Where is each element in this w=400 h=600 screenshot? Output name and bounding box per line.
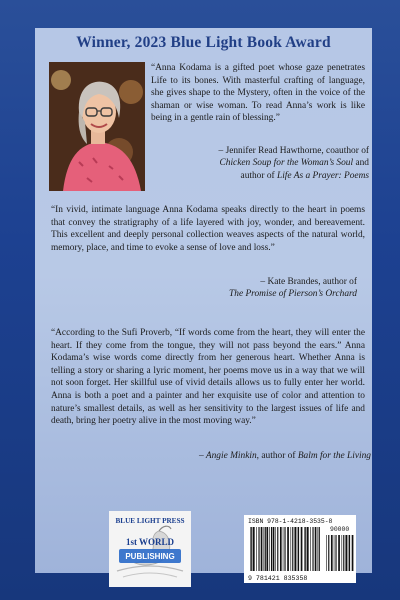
- publisher-line-3: PUBLISHING: [125, 552, 175, 561]
- barcode-bar: [250, 527, 251, 571]
- review-quote-2: “In vivid, intimate language Anna Kodama speaks directly to the heart in poems that convey the stratigraphy of a life layered with joy, wonder, and bereavement. This excellent and deeply personal collection weaves aspects of the natural world, memory, place, and time to evoke a sense of love and loss.”: [51, 205, 365, 253]
- barcode-bar: [258, 527, 259, 571]
- barcode-bar: [328, 535, 329, 571]
- isbn-label: ISBN 978-1-4218-3535-8: [248, 518, 333, 525]
- barcode-bar: [275, 527, 276, 571]
- barcode-bar: [334, 535, 335, 571]
- attribution-3-name: – Angie Minkin: [199, 451, 257, 461]
- barcode-graphic: [244, 515, 356, 583]
- attribution-2-book: The Promise of Pierson’s Orchard: [229, 289, 357, 300]
- barcode-bar: [284, 527, 285, 571]
- barcode-bar: [342, 535, 343, 571]
- barcode-bar: [294, 527, 296, 571]
- barcode-bar: [319, 527, 320, 571]
- attribution-1-books: [147, 157, 369, 169]
- author-photo: [49, 62, 145, 191]
- barcode-bar: [349, 535, 350, 571]
- barcode-bar: [291, 527, 292, 571]
- attribution-1-author-of: author of: [240, 170, 277, 181]
- price-code-label: 90000: [330, 526, 350, 533]
- barcode-bar: [264, 527, 265, 571]
- barcode-bar: [280, 527, 282, 571]
- barcode-bar: [305, 527, 306, 571]
- barcode-bar: [266, 527, 268, 571]
- barcode-bar: [335, 535, 336, 571]
- barcode-bar: [343, 535, 344, 571]
- barcode-bar: [345, 535, 347, 571]
- author-photo-illustration: [49, 62, 145, 191]
- attribution-1-book-2: Life As a Prayer: Poems: [276, 170, 369, 181]
- attribution-1-line: – Jennifer Read Hawthorne, coauthor of: [218, 146, 369, 156]
- content-panel: [35, 28, 372, 582]
- barcode-bar: [251, 527, 252, 571]
- review-quote-3: “According to the Sufi Proverb, “If words come from the heart, they will enter the heart. If they come from the tongue, they will not pass beyond the ears.” Anna Kodama’s wise words come directly from her generous heart. Whether Anna is telling a story or sharing a lyric moment, her poems move us in a way that we will not soon forget. Her skillful use of vivid details allows us to fully enter her world. Anna is both a poet and a painter and her exquisite use of color and attention to nature’s smallest details, as well as her sensitivity to the largest issues of life and death, bring her poetry alive in the most moving way.”: [51, 328, 365, 427]
- barcode-bar: [292, 527, 293, 571]
- barcode-bar: [348, 535, 349, 571]
- barcode-bar: [297, 527, 298, 571]
- barcode-bar: [312, 527, 313, 571]
- barcode-bar: [269, 527, 270, 571]
- review-attribution-3: [95, 450, 371, 462]
- attribution-1-book-1: Chicken Soup for the Woman’s Soul: [219, 158, 354, 169]
- barcode-bar: [271, 527, 272, 571]
- barcode-bar: [298, 527, 299, 571]
- attribution-3-book: Balm for the Living: [297, 451, 371, 461]
- publisher-line-1: BLUE LIGHT PRESS: [115, 517, 185, 525]
- barcode-bar: [261, 527, 263, 571]
- review-attribution-2: [135, 276, 357, 301]
- barcode-bar: [265, 527, 266, 571]
- barcode-bar: [304, 527, 305, 571]
- barcode-bar: [283, 527, 284, 571]
- attribution-2-line: – Kate Brandes, author of: [260, 277, 357, 287]
- publisher-logo: [109, 511, 191, 587]
- barcode-bar: [287, 527, 289, 571]
- barcode-bar: [318, 527, 319, 571]
- barcode-bar: [253, 527, 255, 571]
- review-attribution-1: [147, 145, 369, 182]
- barcode-bar: [277, 527, 278, 571]
- barcode-bar: [331, 535, 333, 571]
- barcode-bar: [315, 527, 317, 571]
- barcode-bar: [307, 527, 309, 571]
- publisher-line-2: 1st WORLD: [125, 537, 175, 547]
- barcode-bar: [256, 527, 257, 571]
- review-quote-1: “Anna Kodama is a gifted poet whose gaze penetrates Life to its bones. With masterful crafting of language, she gives shape to the Mystery, often in the voice of the shaman or wise woman. To read Anna’s work is like being in a gentle rain of blessing.”: [151, 63, 365, 124]
- barcode-digits: 9 781421 835358: [248, 575, 308, 582]
- barcode-bar: [301, 527, 303, 571]
- publisher-logo-art: [109, 511, 191, 587]
- attribution-1-and: and: [353, 158, 369, 169]
- attribution-3-mid: , author of: [256, 451, 298, 461]
- barcode-bar: [310, 527, 311, 571]
- barcode-bar: [352, 535, 354, 571]
- barcode-bar: [273, 527, 275, 571]
- award-heading: Winner, 2023 Blue Light Book Award: [76, 34, 331, 51]
- barcode-bar: [326, 535, 327, 571]
- barcode-bar: [338, 535, 340, 571]
- isbn-barcode: [244, 515, 356, 583]
- attribution-1-second: [147, 170, 369, 182]
